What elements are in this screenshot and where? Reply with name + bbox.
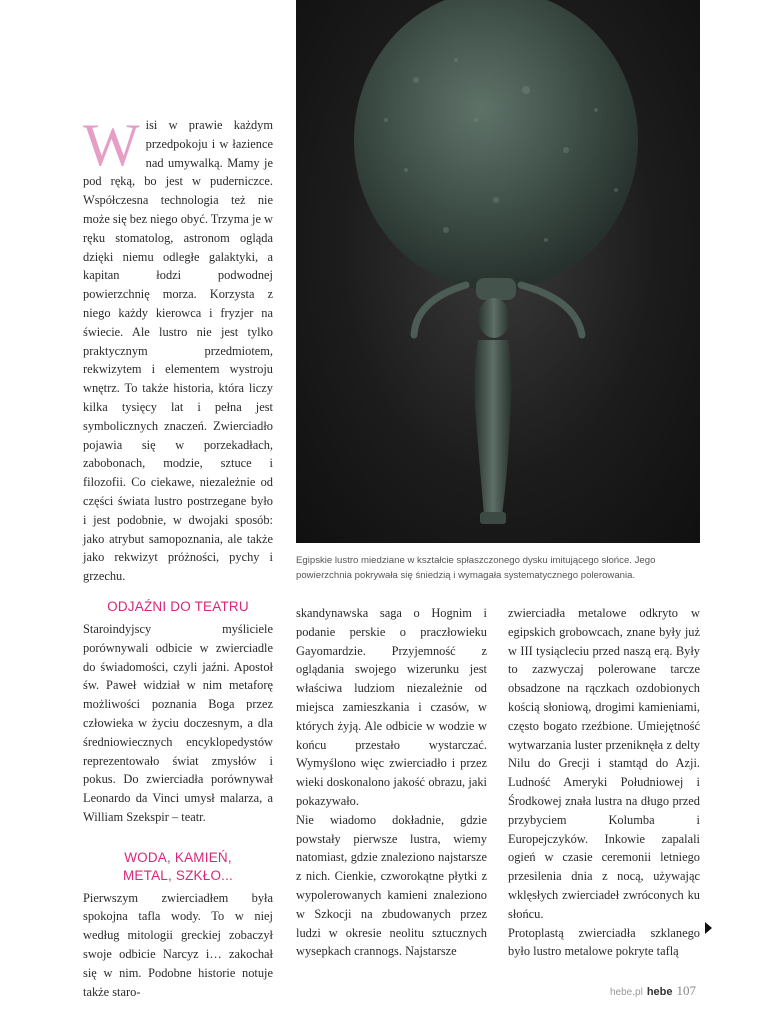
section-heading-jazn: ODJAŹNI DO TEATRU [107,598,249,614]
section2-paragraph-col3a: zwierciadła metalowe odkryto w egipskich grobowcach, znane były już w III tysiącleciu przed naszą erą. Były to zazwyczaj polerowane tarcze obsadzone na rączkach ozdobionych kością słoniową, drogimi kamieniami, często bogato rzeźbione. Umiejętność wytwarzania luster przeniknęła z delty Nilu do Grecji i stamtąd do Azji. Ludność Ameryki Południowej i Środkowej znała lustra na długo przed przybyciem Kolumba i Europejczyków. Inkowie zapalali ogień w czasie ceremonii letniego przesilenia dnia z nocą, używając wklęsłych zwierciadeł zwróconych ku słońcu. [508,606,700,921]
section1-paragraph: Staroindyjscy myśliciele porównywali odbicie w zwierciadle do świadomości, czyli jaźni. Apostoł św. Paweł widział w nim metaforę możliwości poznania Boga przez człowieka w życiu doczesnym, a dla średniowiecznych encyklopedystów reprezentowało świat zmysłów i pokus. Do zwierciadła porównywał Leonardo da Vinci umysł malarza, a William Szekspir – teatr. [83,621,273,824]
section-heading-materials: WODA, KAMIEŃ, METAL, SZKŁO... [122,849,234,883]
intro-text: isi w prawie każdym przedpokoju i w łazience nad umywalką. Mamy je pod ręką, bo jest w puderniczce. Współczesna technologia też nie może się bez niego obyć. Trzyma je w ręku stomatolog, astronom ogląda dzięki niemu odległe galaktyki, a kapitan łodzi podwodnej powierzchnię morza. Korzysta z niego każdy kierowca i fryzjer na świecie. Ale lustro nie jest tylko praktycznym przedmiotem, rekwizytem i elementem wystroju wnętrz. To także historia, która liczy kilka tysięcy lat i pełna jest symbolicznych znaczeń. Zwierciadło pojawia się w porzekadłach, zabobonach, modzie, sztuce i filozofii. Co ciekawe, niezależnie od części świata lustro postrzegane było i jest podobnie, w dwojaki sposób: jako atrybut samopoznania, ale także jako rekwizyt próżności, pychy i grzechu. [83,118,273,584]
footer-site: hebe.pl [610,987,643,998]
footer-brand: hebe [646,986,673,998]
section2-paragraph-col2a: skandynawska saga o Hognim i podanie perskie o praczłowieku Gayomardzie. Przyjemność z oglądania swojego wizerunku jest właściwa ludziom niezależnie od miejsca zamieszkania i czasów, w których żyją. Ale odbicie w wodzie w końcu przestało wystarczać. Wymyślono więc zwierciadło i przez wieki doskonalono jakość obrazu, jaki pokazywało. [296,606,487,808]
section2-paragraph-col2b: Nie wiadomo dokładnie, gdzie powstały pierwsze lustra, wiemy natomiast, gdzie znaleziono najstarsze z nich. Cienkie, czworokątne płytki z wypolerowanych kamieni znaleziono w Szkocji na zbudowanych przez ludzi w okresie neolitu sztucznych wysepkach crannogs. Najstarsze [296,812,487,959]
continue-arrow-icon [705,922,712,934]
section2-paragraph-col3b: Protoplastą zwierciadła szklanego było lustro metalowe pokryte taflą [508,925,700,959]
photo-caption: Egipskie lustro miedziane w kształcie spłaszczonego dysku imitującego słońce. Jego powierzchnia pokrywała się śniedzią i wymagała systematycznego polerowania. [296,555,656,581]
column-3 [508,604,700,961]
section2-paragraph-col1: Pierwszym zwierciadłem była spokojna tafla wody. To w niej według mitologii greckiej zobaczył swoje odbicie Narcyz i… zakochał się w nim. Podobne historie notuje także staro- [83,890,273,999]
page-footer [610,983,696,999]
bronze-mirror-photo [296,0,700,543]
intro-paragraph [83,112,273,586]
page-number: 107 [676,983,696,998]
bronze-mirror-image [296,0,700,543]
column-2 [296,604,487,961]
drop-cap: W [83,112,140,178]
column-1 [83,112,273,1001]
